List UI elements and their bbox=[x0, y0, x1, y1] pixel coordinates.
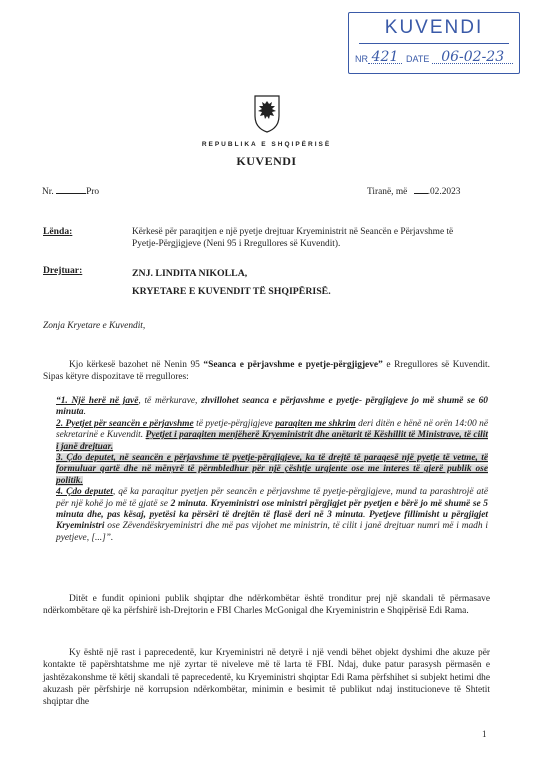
reference-nr-label: Nr. bbox=[42, 187, 54, 197]
stamp-date-value: 06-02-23 bbox=[432, 51, 513, 64]
eagle-emblem-icon bbox=[252, 94, 282, 134]
institution-heading: KUVENDI bbox=[236, 154, 297, 168]
stamp-fields bbox=[355, 51, 513, 64]
quote-point-1: “1. Një herë në javë, të mërkurave, zhvillohet seanca e përjavshme e pyetje- përgjigjeve jo më shumë se 60 minuta. bbox=[56, 396, 488, 418]
reference-place-date: Tiranë, më bbox=[367, 187, 408, 197]
stamp-title: KUVENDI bbox=[384, 17, 484, 38]
paragraph-scandal: Ditët e fundit opinioni publik shqiptar dhe ndërkombëtar është tronditur prej një skandali të përmasave ndërkombëtare që ka përfshirë ish-Drejtorin e FBI Charles McGonigal dhe Kryeministrin e Shqipërisë Edi Rama. bbox=[43, 594, 490, 617]
addressee-title: KRYETARE E KUVENDIT TË SHQIPËRISË. bbox=[132, 286, 331, 297]
stamp-nr-value: 421 bbox=[368, 51, 402, 64]
quote-point-4: 4. Çdo deputet, që ka paraqitur pyetjen për seancën e përjavshme të pyetje-përgjigjeve, mund ta parashtrojë atë për një kohë jo më të gjatë se 2 minuta. Kryeministri ose ministri përgjigjet për pyetjen e bërë jo më shumë se 5 minuta dhe, pas kësaj, pyetësi ka përsëri të drejtën të flasë deri në 3 minuta. Pyetjeve fillimisht u përgjigjet Kryeministri ose Zëvendëskryeministri dhe më pas vijohet me ministrin, të cilit i janë drejtuar numri më i madh i pyetjeve, [...]”. bbox=[56, 487, 489, 543]
reference-nr-suffix: Pro bbox=[86, 187, 100, 197]
paragraph-legal-basis: Kjo kërkesë bazohet në Nenin 95 “Seanca e përjavshme e pyetje-përgjigjeve” e Rregullores së Kuvendit. Sipas këtyre dispozitave të rregullores: bbox=[43, 360, 491, 383]
republic-heading: REPUBLIKA E SHQIPËRISË bbox=[201, 141, 332, 148]
quote-point-2: 2. Pyetjet për seancën e përjavshme të pyetje-përgjigjeve paraqiten me shkrim deri ditën e hënë në orën 14:00 në sekretarinë e Kuvendit. Pyetjet i paraqiten menjëherë Kryeministrit dhe anëtarit të Këshillit të Ministrave, të cilit i janë drejtuar. bbox=[56, 418, 489, 452]
addressee-label: Drejtuar: bbox=[43, 265, 83, 276]
page-number: 1 bbox=[482, 729, 487, 739]
stamp-divider bbox=[359, 43, 509, 44]
reference-nr-blank bbox=[56, 185, 86, 194]
reference-date bbox=[367, 185, 460, 198]
subject-text: Kërkesë për paraqitjen e një pyetje drejtuar Kryeministrit në Seancën e Përjavshme të Pyetje-Përgjigjeve (Neni 95 i Rregullores së Kuvendit). bbox=[132, 227, 454, 250]
paragraph-unprecedented: Ky është një rast i paprecedentë, kur Kryeministri në detyrë i një vendi bëhet objekt dyshimi dhe akuze për kontakte të papërshtatshme me një zyrtar të niveleve më të larta të FBI. Ndaj, duke patur parasysh përmasën e jashtëzakonshme të këtij skandali të paprecedentë, ku Kryeministri shqiptar Edi Rama përfshihet si subjekt hetimi dhe akuzash për përfshirje në korrupsion ndërkombëtar, minimin e besimit të publikut ndaj institucioneve të Shtetit shqiptar dhe bbox=[43, 648, 490, 708]
subject-label: Lënda: bbox=[43, 226, 73, 237]
addressee-block bbox=[132, 265, 492, 301]
stamp-nr-label: NR bbox=[355, 54, 368, 64]
regulation-quote bbox=[56, 396, 488, 544]
salutation: Zonja Kryetare e Kuvendit, bbox=[43, 321, 146, 331]
reference-number bbox=[42, 185, 99, 198]
addressee-name: ZNJ. LINDITA NIKOLLA, bbox=[132, 268, 248, 279]
quote-point-3: 3. Çdo deputet, në seancën e përjavshme të pyetje-përgjigjeve, ka të drejtë të paraqesë një pyetje të vetme, të formuluar qartë dhe në mënyrë të përmbledhur për një çështje urgjente ose me interes të gjerë publik ose politik. bbox=[56, 453, 488, 486]
reference-day-blank bbox=[414, 185, 428, 194]
reference-date-suffix: .02.2023 bbox=[427, 187, 461, 197]
registration-stamp bbox=[348, 12, 520, 74]
stamp-date-label: DATE bbox=[406, 54, 430, 64]
